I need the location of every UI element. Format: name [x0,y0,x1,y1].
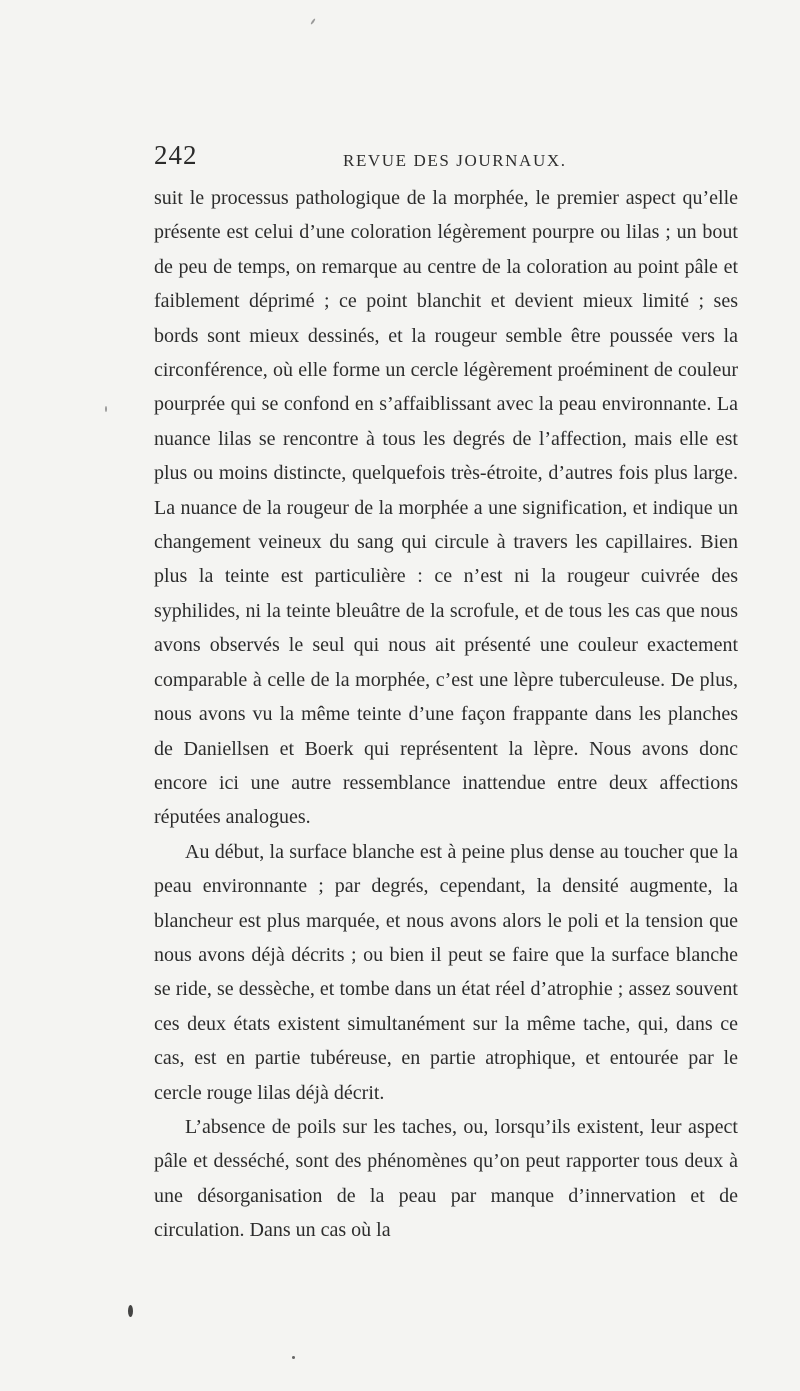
running-head: REVUE DES JOURNAUX. [343,151,567,170]
paragraph-2: Au début, la surface blanche est à peine plus dense au toucher que la peau environnante ; par degrés, cependant, la densité augmente, la blancheur est plus marquée, et nous avons alors le poli et la tension que nous avons déjà décrits ; ou bien il peut se faire que la surface blanche se ride, se dessèche, et tombe dans un état réel d’atrophie ; assez souvent ces deux états existent simultanément sur la même tache, qui, dans ce cas, est en partie tubéreuse, en partie atrophique, et entourée par le cercle rouge lilas déjà décrit. [154,840,738,1104]
print-speck [310,18,316,25]
paragraph-3: L’absence de poils sur les taches, ou, lorsqu’ils existent, leur aspect pâle et desséché, sont des phénomènes qu’on peut rapporter tous deux à une désorganisation de la peau par manque d’innervation et de circulation. Dans un cas où la [154,1115,738,1242]
print-speck [105,406,107,412]
page-number: 242 [154,140,198,170]
print-speck [292,1356,295,1359]
paragraph-1: suit le processus pathologique de la morphée, le premier aspect qu’elle présente est celui d’une coloration légèrement pourpre ou lilas ; un bout de peu de temps, on remarque au centre de la coloration au point pâle et faiblement déprimé ; ce point blanchit et devient mieux limité ; ses bords sont mieux dessinés, et la rougeur semble être poussée vers la circonférence, où elle forme un cercle légèrement proéminent de couleur pourprée qui se confond en s’affaiblissant avec la peau environnante. La nuance lilas se rencontre à tous les degrés de l’affection, mais elle est plus ou moins distincte, quelquefois très-étroite, d’autres fois plus large. La nuance de la rougeur de la morphée a une signification, et indique un changement veineux du sang qui circule à travers les capillaires. Bien plus la teinte est particulière : ce n’est ni la rougeur cuivrée des syphilides, ni la teinte bleuâtre de la scrofule, et de tous les cas que nous avons observés le seul qui nous ait présenté une couleur exactement comparable à celle de la morphée, c’est une lèpre tuberculeuse. De plus, nous avons vu la même teinte d’une façon frappante dans les planches de Daniellsen et Boerk qui représentent la lèpre. Nous avons donc encore ici une autre ressemblance inattendue entre deux affections réputées analogues. [154,187,738,829]
body-text [154,181,738,1248]
page-header [154,140,738,180]
print-speck [128,1305,133,1317]
